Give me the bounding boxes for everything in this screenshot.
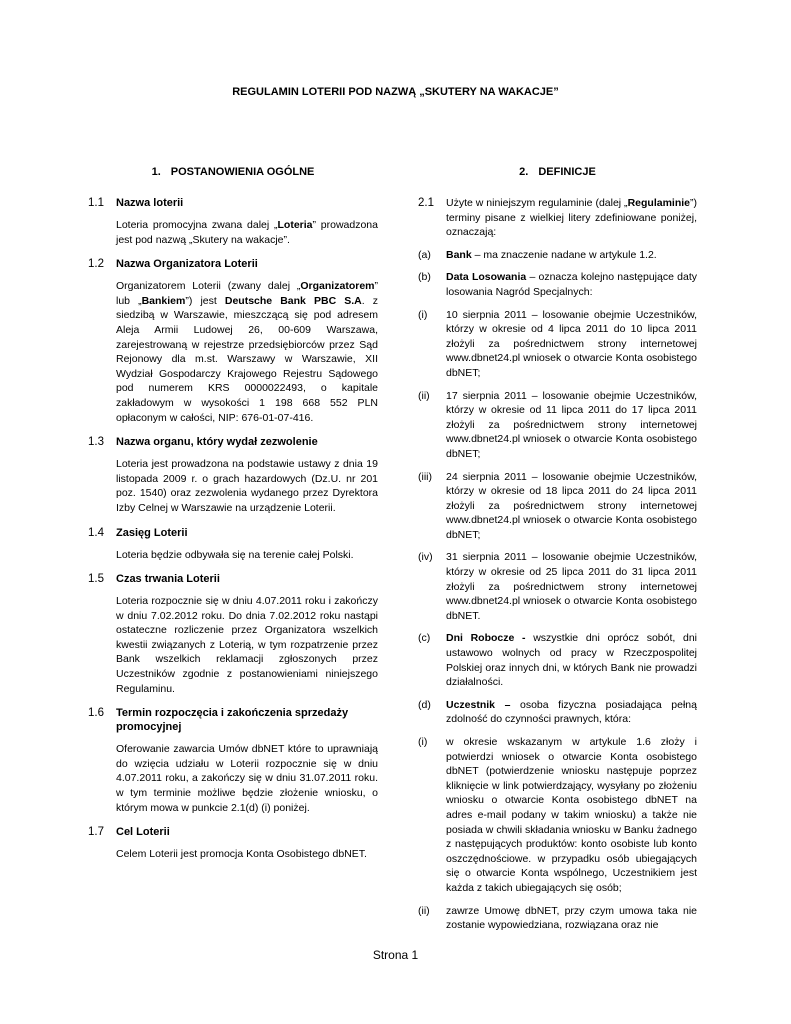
- clause-paragraph: [116, 594, 378, 696]
- clause-section: [88, 572, 378, 696]
- clause-number: 1.5: [88, 573, 104, 586]
- text-run: ”) terminy pisane z wielkiej litery zdefiniowane poniżej, oznaczają:: [446, 197, 697, 239]
- clause-number: 1.7: [88, 826, 104, 839]
- definition-label: (i): [418, 308, 428, 321]
- definition-label: (i): [418, 736, 428, 748]
- clause-paragraph: [116, 847, 378, 862]
- bold-term: Bankiem: [141, 294, 186, 307]
- definition-item: [418, 196, 697, 240]
- heading-number: 2.: [519, 166, 529, 178]
- text-run: Loteria rozpocznie się w dniu 4.07.2011 roku i zakończy w dniu 7.02.2012 roku. Do dnia 7.02.2012 roku nastąpi ostateczne rozliczenie przez Organizatora wszelkich kwestii związanych z Loterią, w tym rozpatrzenie przez Bank wszelkich reklamacji zgłoszonych przez Uczestników zgodnie z postanowieniami niniejszego Regulaminu.: [116, 595, 378, 695]
- text-run: ” lub „: [116, 280, 378, 307]
- clause-header: [88, 825, 378, 839]
- definition-label: (c): [418, 632, 431, 645]
- clause-section: [88, 257, 378, 425]
- definition-text: [446, 196, 697, 240]
- definition-item: [418, 270, 697, 299]
- text-run: ” prowadzona jest pod nazwą „Skutery na wakacje”.: [116, 219, 378, 246]
- heading-text: POSTANOWIENIA OGÓLNE: [170, 166, 315, 178]
- definition-label: (ii): [418, 904, 430, 917]
- text-run: Loteria promocyjna zwana dalej „: [116, 219, 278, 231]
- clause-section: [88, 435, 378, 515]
- heading-text: DEFINICJE: [538, 166, 596, 178]
- definition-text: [446, 470, 697, 543]
- clause-title: Cel Loterii: [116, 826, 170, 839]
- definition-label: (iv): [418, 551, 433, 564]
- text-run: wszystkie dni oprócz sobót, dni ustawowo wolnych od pracy w Rzeczpospolitej Polskiej oraz innych dni, w których Bank nie prowadzi działalności.: [446, 632, 697, 689]
- bold-term: Dni Robocze -: [446, 632, 526, 645]
- text-run: Loteria jest prowadzona na podstawie ustawy z dnia 19 listopada 2009 r. o grach hazardowych (Dz.U. nr 201 poz. 1540) oraz zezwolenia wydanego przez Dyrektora Izby Celnej w Warszawie na urządzenie Loterii.: [116, 458, 378, 514]
- page-number: Strona 1: [372, 948, 419, 962]
- text-run: osoba fizyczna posiadająca pełną zdolność do czynności prawnych, która:: [446, 698, 697, 726]
- definition-text: [446, 735, 697, 896]
- text-run: 24 sierpnia 2011 – losowanie obejmie Uczestników, którzy w okresie od 18 lipca 2011 do 24 lipca 2011 złożyli za pośrednictwem strony internetowej www.dbnet24.pl wniosek o otwarcie Konta osobistego dbNET;: [446, 470, 697, 541]
- definition-label: (d): [418, 698, 431, 711]
- text-run: Loteria będzie odbywała się na terenie całej Polski.: [116, 548, 354, 561]
- definition-label: (a): [418, 248, 431, 261]
- definition-text: [446, 270, 697, 299]
- definition-label: (b): [418, 271, 431, 284]
- bold-term: Deutsche Bank PBC S.A: [224, 294, 362, 307]
- definition-item: [418, 389, 697, 462]
- clause-title: Nazwa Organizatora Loterii: [116, 258, 258, 271]
- clause-title: Czas trwania Loterii: [116, 573, 220, 586]
- left-column: [88, 166, 378, 872]
- definition-list: [418, 196, 697, 933]
- text-run: ”) jest: [185, 294, 225, 307]
- definition-text: [446, 698, 697, 727]
- definition-item: [418, 735, 697, 896]
- clause-paragraph: [116, 218, 378, 247]
- right-column: [418, 166, 697, 941]
- text-run: . z siedzibą w Warszawie, mieszczącą się pod adresem Aleja Armii Ludowej 26, 00-609 Warszawa, zarejestrowaną w rejestrze przedsiębiorców przez Sąd Rejonowy dla m.st. Warszawy w Warszawie, XII Wydział Gospodarczy Krajowego Rejestru Sądowego pod numerem KRS 0000022493, o kapitale zakładowym w wysokości 1 198 668 552 PLN opłaconym w całości, NIP: 676-01-07-416.: [116, 294, 378, 424]
- clause-number: 1.3: [88, 436, 104, 449]
- definition-text: [446, 631, 697, 689]
- definition-item: [418, 550, 697, 623]
- text-run: – ma znaczenie nadane w artykule 1.2.: [471, 248, 657, 261]
- text-run: 10 sierpnia 2011 – losowanie obejmie Uczestników, którzy w okresie od 4 lipca 2011 do 10 lipca 2011 złożyli za pośrednictwem strony internetowej www.dbnet24.pl wniosek o otwarcie Konta osobistego dbNET;: [446, 308, 697, 379]
- text-run: w okresie wskazanym w artykule 1.6 złoży i potwierdzi wniosek o otwarcie Konta osobistego dbNET (potwierdzenie wniosku następuje poprzez kliknięcie w link potwierdzający, wysyłany po złożeniu wniosku o otwarcie Konta osobistego dbNET na adres e-mail podany w takim wniosku) a także nie posiada w chwili składania wniosku w Banku żadnego z następujących produktów: konto osobiste lub konto oszczędnościowe. w przypadku osób ubiegających się o otwarcie Konta wspólnego, Uczestnikiem jest każda z takich ubiegających się osób;: [446, 736, 697, 894]
- clause-header: [88, 196, 378, 210]
- definition-item: [418, 904, 697, 933]
- clause-section: [88, 526, 378, 563]
- bold-term: Regulaminie: [627, 197, 690, 209]
- text-run: – oznacza kolejno następujące daty losowania Nagród Specjalnych:: [446, 271, 697, 298]
- definition-item: [418, 470, 697, 543]
- definition-label: (ii): [418, 389, 430, 402]
- definition-text: [446, 550, 697, 623]
- clause-number: 1.2: [88, 258, 104, 271]
- clause-paragraph: [116, 279, 378, 425]
- definition-text: [446, 904, 697, 933]
- clause-number: 1.4: [88, 526, 104, 539]
- bold-term: Uczestnik –: [446, 698, 511, 711]
- clause-header: [88, 257, 378, 271]
- general-sections: [88, 196, 378, 862]
- section-heading-general: [88, 166, 378, 178]
- section-heading-definitions: [418, 166, 697, 178]
- clause-paragraph: [116, 457, 378, 515]
- clause-header: [88, 526, 378, 540]
- definition-text: [446, 248, 697, 263]
- text-run: Organizatorem Loterii (zwany dalej „: [116, 280, 301, 293]
- clause-title: Termin rozpoczęcia i zakończenia sprzedaży promocyjnej: [116, 707, 349, 734]
- clause-section: [88, 196, 378, 247]
- clause-number: 1.6: [88, 707, 104, 720]
- definition-label: (iii): [418, 470, 432, 483]
- clause-section: [88, 706, 378, 815]
- definition-label: 2.1: [418, 197, 434, 209]
- clause-paragraph: [116, 548, 378, 563]
- clause-title: Nazwa loterii: [116, 197, 184, 209]
- text-run: Użyte w niniejszym regulaminie (dalej „: [446, 197, 628, 209]
- definition-text: [446, 308, 697, 381]
- definition-item: [418, 248, 697, 263]
- definition-item: [418, 308, 697, 381]
- clause-section: [88, 825, 378, 862]
- clause-number: 1.1: [88, 197, 104, 209]
- definition-item: [418, 698, 697, 727]
- text-run: 17 sierpnia 2011 – losowanie obejmie Uczestników, którzy w okresie od 11 lipca 2011 do 17 lipca 2011 złożyli za pośrednictwem strony internetowej www.dbnet24.pl wniosek o otwarcie Konta osobistego dbNET;: [446, 389, 697, 460]
- clause-title: Zasięg Loterii: [116, 526, 188, 539]
- clause-header: [88, 572, 378, 586]
- text-run: zawrze Umowę dbNET, przy czym umowa taka nie zostanie wypowiedziana, rozwiązana oraz nie: [446, 904, 697, 932]
- document-title: REGULAMIN LOTERII POD NAZWĄ „SKUTERY NA WAKACJE”: [232, 86, 559, 98]
- heading-number: 1.: [151, 166, 161, 178]
- text-run: 31 sierpnia 2011 – losowanie obejmie Uczestników, którzy w okresie od 25 lipca 2011 do 31 lipca 2011 złożyli za pośrednictwem strony internetowej www.dbnet24.pl wniosek o otwarcie Konta osobistego dbNET.: [446, 551, 697, 622]
- definition-item: [418, 631, 697, 689]
- bold-term: Organizatorem: [300, 280, 375, 293]
- bold-term: Data Losowania: [446, 271, 527, 284]
- definition-text: [446, 389, 697, 462]
- clause-paragraph: [116, 742, 378, 815]
- clause-header: [88, 706, 378, 734]
- text-run: Oferowanie zawarcia Umów dbNET które to uprawniają do wzięcia udziału w Loterii rozpocznie się w dniu 4.07.2011 roku, a zakończy się w dniu 31.07.2011 roku. w tym terminie możliwe będzie złożenie wniosku, o którym mowa w punkcie 2.1(d) (i) poniżej.: [116, 743, 378, 814]
- clause-title: Nazwa organu, który wydał zezwolenie: [116, 436, 318, 449]
- bold-term: Loteria: [277, 219, 313, 231]
- text-run: Celem Loterii jest promocja Konta Osobistego dbNET.: [116, 848, 367, 861]
- clause-header: [88, 435, 378, 449]
- bold-term: Bank: [446, 248, 472, 261]
